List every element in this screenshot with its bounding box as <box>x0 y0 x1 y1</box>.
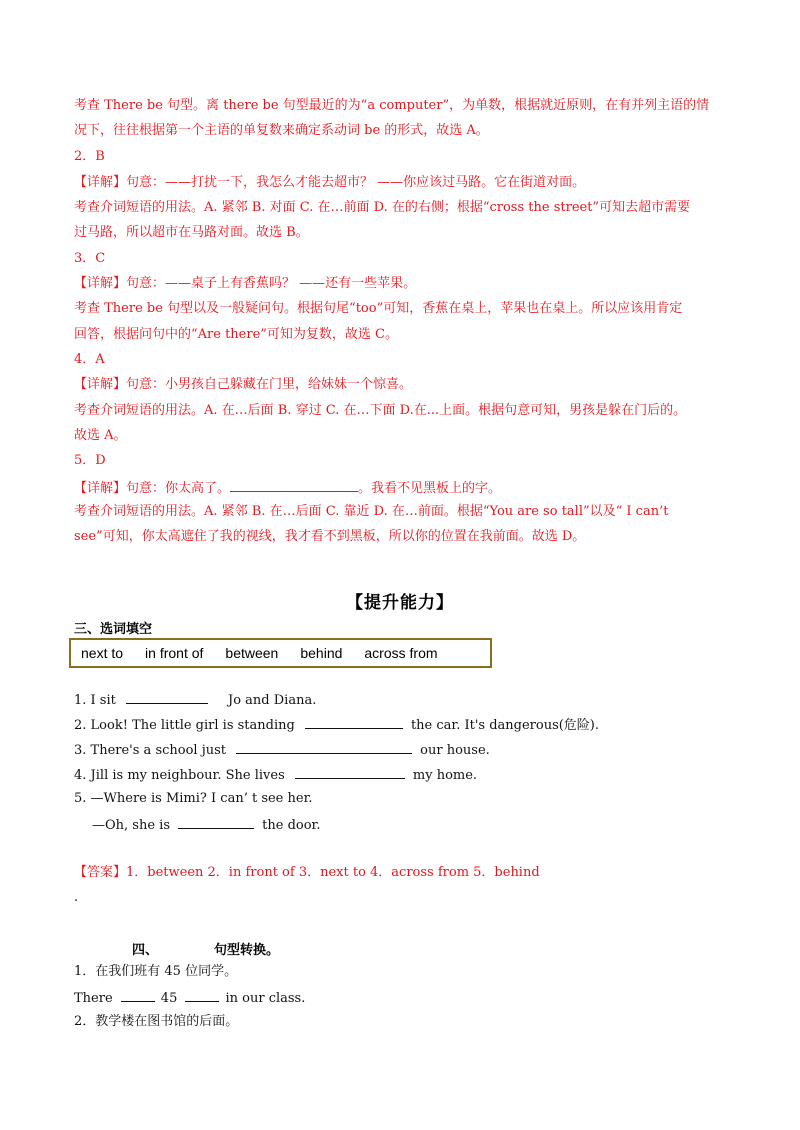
question-text: There <box>74 991 113 1006</box>
question-line <box>74 740 490 760</box>
question-line: 1．在我们班有 45 位同学。 <box>74 964 238 979</box>
explanation-line <box>74 478 501 498</box>
question-line <box>74 690 316 710</box>
question-line <box>74 765 477 785</box>
answer-number: 3．C <box>74 251 106 266</box>
explanation-line: 回答，根据问句中的“Are there”可知为复数，故选 C。 <box>74 327 398 342</box>
question-line <box>74 715 599 735</box>
question-text: 4. Jill is my neighbour. She lives <box>74 768 285 783</box>
answer-number: 4．A <box>74 352 105 367</box>
period-mark: . <box>74 890 79 905</box>
explanation-line: 考查 There be 句型。离 there be 句型最近的为“a computer”，为单数，根据就近原则，在有并列主语的情 <box>74 98 710 113</box>
question-text: our house. <box>420 743 490 758</box>
word-bank-item: behind <box>300 645 343 661</box>
explanation-line: 过马路，所以超市在马路对面。故选 B。 <box>74 225 309 240</box>
word-bank-item: next to <box>81 645 124 661</box>
word-bank-item: across from <box>364 645 438 661</box>
section-title: 三、选词填空 <box>74 622 153 637</box>
question-line <box>74 988 305 1008</box>
blank-line <box>121 988 155 1002</box>
explanation-line: 故选 A。 <box>74 428 127 443</box>
blank-line <box>305 715 403 729</box>
explanation-line: 考查 There be 句型以及一般疑问句。根据句尾“too”可知，香蕉在桌上，苹果也在桌上。所以应该用肯定 <box>74 301 683 316</box>
section-heading: 【提升能力】 <box>346 593 454 613</box>
question-text: —Oh, she is <box>92 818 170 833</box>
question-line <box>92 815 320 835</box>
blank-line <box>230 478 358 492</box>
answer-number: 5．D <box>74 453 106 468</box>
answer-number: 2．B <box>74 149 105 164</box>
explanation-line: 况下，往往根据第一个主语的单复数来确定系动词 be 的形式，故选 A。 <box>74 123 489 138</box>
explanation-line: 考查介词短语的用法。A. 紧邻 B. 在…后面 C. 靠近 D. 在…前面。根据“You are so tall”以及“ I can’t <box>74 504 669 519</box>
answer-key: 【答案】1．between 2．in front of 3．next to 4．across from 5．behind <box>74 865 540 880</box>
explanation-text: 。我看不见黑板上的字。 <box>358 481 502 496</box>
question-text: 2. Look! The little girl is standing <box>74 718 295 733</box>
question-text: in our class. <box>225 991 306 1006</box>
word-bank-item: between <box>225 645 279 661</box>
question-text: the door. <box>262 818 321 833</box>
explanation-text: 【详解】句意：你太高了。 <box>74 481 231 496</box>
question-line: 5. —Where is Mimi? I can’ t see her. <box>74 791 313 806</box>
explanation-line: 考查介词短语的用法。A. 在…后面 B. 穿过 C. 在…下面 D.在...上面。根据句意可知，男孩是躲在门后的。 <box>74 403 687 418</box>
blank-line <box>185 988 219 1002</box>
blank-line <box>236 740 412 754</box>
question-text: 1. I sit <box>74 693 116 708</box>
explanation-line: 考查介词短语的用法。A. 紧邻 B. 对面 C. 在…前面 D. 在的右侧；根据“cross the street”可知去超市需要 <box>74 200 691 215</box>
question-text: Jo and Diana. <box>228 693 317 708</box>
question-line: 2．教学楼在图书馆的后面。 <box>74 1014 239 1029</box>
blank-line <box>178 815 254 829</box>
explanation-line: 【详解】句意：——桌子上有香蕉吗？ ——还有一些苹果。 <box>74 276 417 291</box>
question-text: my home. <box>412 768 478 783</box>
question-text: the car. It's dangerous(危险). <box>410 718 600 733</box>
word-bank-item: in front of <box>145 645 204 661</box>
section-number: 四、 <box>132 943 159 958</box>
blank-line <box>295 765 405 779</box>
question-text: 3. There's a school just <box>74 743 227 758</box>
question-text: 45 <box>160 991 178 1006</box>
explanation-line: 【详解】句意：——打扰一下，我怎么才能去超市？ ——你应该过马路。它在街道对面。 <box>74 175 586 190</box>
blank-line <box>126 690 208 704</box>
explanation-line: see”可知，你太高遮住了我的视线，我才看不到黑板，所以你的位置在我前面。故选 D。 <box>74 529 586 544</box>
word-bank-box <box>69 638 492 668</box>
explanation-line: 【详解】句意：小男孩自己躲藏在门里，给妹妹一个惊喜。 <box>74 377 413 392</box>
section-title: 句型转换。 <box>214 943 280 958</box>
